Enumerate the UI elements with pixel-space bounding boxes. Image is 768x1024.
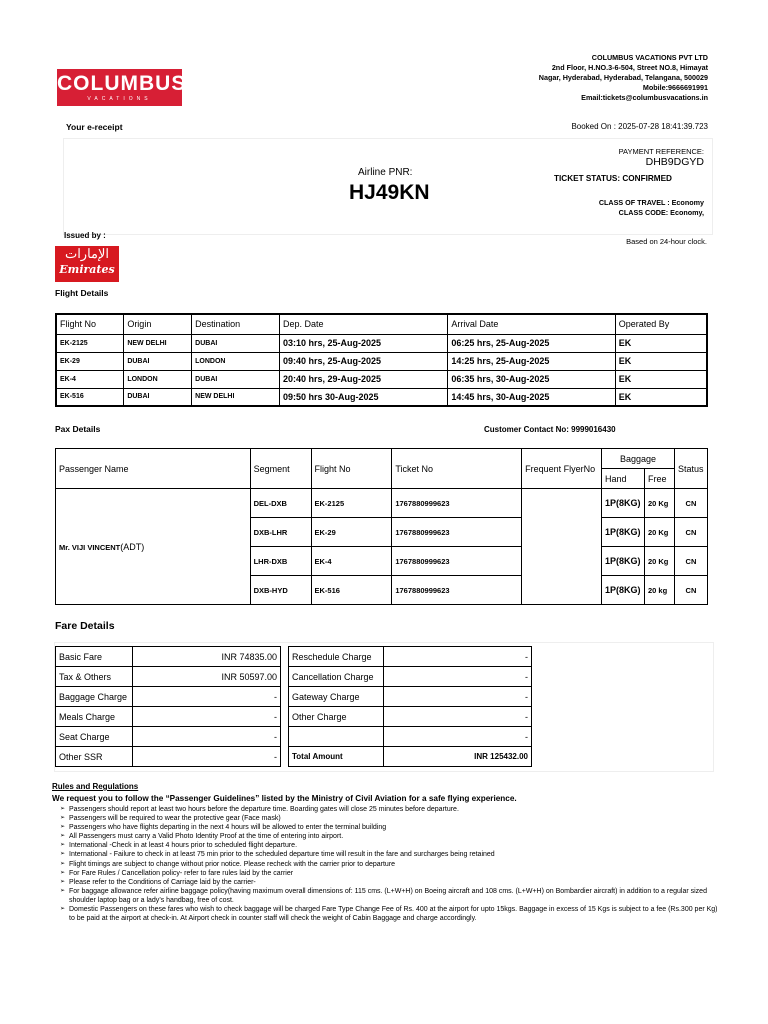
logo-text: COLUMBUS — [57, 72, 187, 95]
receipt-title: Your e-receipt — [66, 122, 123, 132]
flight-no: EK-29 — [311, 518, 392, 547]
company-email: Email:tickets@columbusvacations.in — [581, 93, 708, 102]
destination: LONDON — [192, 352, 280, 370]
fare-value: - — [383, 667, 531, 687]
status: CN — [674, 489, 707, 518]
ticket-no: 1767880999623 — [392, 518, 522, 547]
pnr-value: HJ49KN — [349, 181, 430, 204]
fare-label: Other Charge — [289, 707, 384, 727]
rules-title: Rules and Regulations — [52, 782, 139, 791]
rule-item: ➢ Passengers who have flights departing in the next 4 hours will be allowed to enter the terminal building — [60, 823, 720, 832]
operated-by: EK — [615, 388, 707, 406]
hand-baggage: 1P(8KG) — [601, 576, 644, 605]
pnr-label: Airline PNR: — [358, 167, 413, 178]
rule-item: ➢ Passengers should report at least two hours before the departure time. Boarding gates will close 25 minutes before departure. — [60, 805, 720, 814]
ticket-status: TICKET STATUS: CONFIRMED — [554, 174, 672, 183]
rule-item: ➢ Domestic Passengers on these fares who wish to check baggage will be charged Fare Type Change Fee of Rs. 400 at the airport for upto 15kgs. Baggage in excess of 15 Kgs is subject to a fee (Rs.300 per Kg) to be paid at the airport at check-in. At Airport check in counter staff will check the weight of Cabin Baggage and charge accordingly. — [60, 905, 720, 923]
col-header: Dep. Date — [279, 314, 447, 334]
passenger-type: (ADT) — [120, 541, 145, 552]
fare-details-title: Fare Details — [55, 620, 115, 632]
fare-value: - — [383, 727, 531, 747]
emirates-logo-text: Emirates — [59, 263, 115, 276]
total-amount: INR 125432.00 — [383, 747, 531, 767]
flight-no: EK-29 — [56, 352, 124, 370]
origin: DUBAI — [124, 388, 192, 406]
table-row — [56, 388, 707, 406]
fare-value: - — [132, 707, 280, 727]
fare-row — [289, 667, 532, 687]
company-address-line1: 2nd Floor, H.NO.3-6-504, Street NO.8, Himayat — [551, 63, 708, 72]
operated-by: EK — [615, 370, 707, 388]
col-header-baggage: Baggage — [601, 449, 674, 469]
frequent-flyer-no — [522, 489, 602, 605]
origin: DUBAI — [124, 352, 192, 370]
col-header-flight-no: Flight No — [311, 449, 392, 489]
col-header-passenger-name: Passenger Name — [56, 449, 251, 489]
table-row — [56, 352, 707, 370]
rules-intro: We request you to follow the “Passenger Guidelines” listed by the Ministry of Civil Aviation for a safe flying experience. — [52, 794, 517, 803]
dep-date: 09:40 hrs, 25-Aug-2025 — [279, 352, 447, 370]
col-header: Flight No — [56, 314, 124, 334]
emirates-logo — [55, 246, 119, 282]
fare-row — [289, 647, 532, 667]
company-name: COLUMBUS VACATIONS PVT LTD — [591, 53, 708, 62]
status: CN — [674, 518, 707, 547]
passenger-name: Mr. VIJI VINCENT — [59, 542, 121, 552]
destination: DUBAI — [192, 370, 280, 388]
rule-item: ➢ For Fare Rules / Cancellation policy- refer to fare rules laid by the carrier — [60, 869, 720, 878]
destination: DUBAI — [192, 334, 280, 352]
flight-no: EK-4 — [311, 547, 392, 576]
fare-table-left — [55, 646, 281, 767]
arr-date: 06:35 hrs, 30-Aug-2025 — [448, 370, 615, 388]
col-header-ticket-no: Ticket No — [392, 449, 522, 489]
col-header-ffn: Frequent FlyerNo — [522, 449, 602, 489]
fare-value: INR 50597.00 — [132, 667, 280, 687]
fare-label: Basic Fare — [56, 647, 133, 667]
class-of-travel: CLASS OF TRAVEL : Economy — [598, 198, 704, 207]
col-header-segment: Segment — [250, 449, 311, 489]
free-baggage: 20 Kg — [644, 518, 674, 547]
fare-row — [289, 727, 532, 747]
rule-item: ➢ All Passengers must carry a Valid Photo Identity Proof at the time of entering into airport. — [60, 832, 720, 841]
table-row — [56, 370, 707, 388]
table-row — [56, 489, 708, 518]
operated-by: EK — [615, 334, 707, 352]
fare-value: - — [383, 707, 531, 727]
fare-row — [56, 707, 281, 727]
ticket-no: 1767880999623 — [392, 576, 522, 605]
col-header: Arrival Date — [448, 314, 615, 334]
hand-baggage: 1P(8KG) — [601, 489, 644, 518]
fare-table-right — [288, 646, 532, 767]
col-header: Origin — [124, 314, 192, 334]
rule-item: ➢ For baggage allowance refer airline baggage policy(having maximum overall dimensions of: 115 cms. (L+W+H) on Boeing aircraft and 108 cms. (L+W+H) on Bombardier aircraft) in addition to a regular sized shoulder laptop bag or a lady’s handbag, free of cost. — [60, 887, 720, 905]
fare-row — [289, 707, 532, 727]
table-row — [56, 334, 707, 352]
flight-details-title: Flight Details — [55, 288, 109, 298]
free-baggage: 20 kg — [644, 576, 674, 605]
fare-row — [56, 667, 281, 687]
class-code: CLASS CODE: Economy, — [618, 208, 704, 217]
fare-label: Baggage Charge — [56, 687, 133, 707]
fare-value: INR 74835.00 — [132, 647, 280, 667]
fare-row — [56, 727, 281, 747]
flight-no: EK-516 — [311, 576, 392, 605]
fare-row — [56, 747, 281, 767]
fare-label: Reschedule Charge — [289, 647, 384, 667]
fare-row — [289, 687, 532, 707]
booked-on: Booked On : 2025-07-28 18:41:39.723 — [571, 122, 708, 131]
fare-row — [56, 647, 281, 667]
segment: DXB-HYD — [250, 576, 311, 605]
ticket-no: 1767880999623 — [392, 489, 522, 518]
company-address-line2: Nagar, Hyderabad, Hyderabad, Telangana, 500029 — [538, 73, 708, 82]
dep-date: 20:40 hrs, 29-Aug-2025 — [279, 370, 447, 388]
fare-value: - — [132, 727, 280, 747]
flight-no: EK-2125 — [56, 334, 124, 352]
segment: DXB-LHR — [250, 518, 311, 547]
destination: NEW DELHI — [192, 388, 280, 406]
fare-value: - — [383, 687, 531, 707]
free-baggage: 20 Kg — [644, 489, 674, 518]
fare-value: - — [132, 747, 280, 767]
col-header-hand: Hand — [601, 469, 644, 489]
payment-ref-label: PAYMENT REFERENCE: — [618, 147, 704, 156]
dep-date: 09:50 hrs 30-Aug-2025 — [279, 388, 447, 406]
company-address-block — [539, 53, 708, 103]
rule-item: ➢ International -Check in at least 4 hours prior to scheduled flight departure. — [60, 841, 720, 850]
col-header: Destination — [192, 314, 280, 334]
free-baggage: 20 Kg — [644, 547, 674, 576]
total-label: Total Amount — [289, 747, 384, 767]
fare-value: - — [132, 687, 280, 707]
segment: DEL-DXB — [250, 489, 311, 518]
fare-label — [289, 727, 384, 747]
flight-no: EK-516 — [56, 388, 124, 406]
table-header-row — [56, 449, 708, 469]
issued-by-label: Issued by : — [64, 231, 106, 240]
operated-by: EK — [615, 352, 707, 370]
rule-item: ➢ Flight timings are subject to change without prior notice. Please recheck with the carrier prior to departure — [60, 860, 720, 869]
fare-row — [56, 687, 281, 707]
pax-details-table — [55, 448, 708, 605]
arr-date: 06:25 hrs, 25-Aug-2025 — [448, 334, 615, 352]
fare-label: Meals Charge — [56, 707, 133, 727]
dep-date: 03:10 hrs, 25-Aug-2025 — [279, 334, 447, 352]
segment: LHR-DXB — [250, 547, 311, 576]
fare-label: Seat Charge — [56, 727, 133, 747]
pax-details-title: Pax Details — [55, 424, 101, 434]
columbus-logo — [57, 69, 187, 106]
flight-details-table — [55, 313, 708, 407]
fare-label: Gateway Charge — [289, 687, 384, 707]
col-header: Operated By — [615, 314, 707, 334]
flight-no: EK-4 — [56, 370, 124, 388]
col-header-free: Free — [644, 469, 674, 489]
ticket-no: 1767880999623 — [392, 547, 522, 576]
payment-ref: DHB9DGYD — [645, 156, 704, 168]
passenger-name-cell — [56, 489, 251, 605]
emirates-arabic-mark: ﺍﻹﻣﺎﺭﺍﺕ — [64, 247, 110, 262]
origin: NEW DELHI — [124, 334, 192, 352]
fare-row — [289, 747, 532, 767]
customer-contact: Customer Contact No: 9999016430 — [484, 425, 616, 434]
arr-date: 14:25 hrs, 25-Aug-2025 — [448, 352, 615, 370]
rule-item: ➢ Passengers will be required to wear the protective gear (Face mask) — [60, 814, 720, 823]
rule-item: ➢ International - Failure to check in at least 75 min prior to the scheduled departure time will result in the fare and surcharges being retained — [60, 850, 720, 859]
fare-value: - — [383, 647, 531, 667]
logo-subtext: VACATIONS — [87, 96, 152, 102]
rules-list — [60, 805, 720, 923]
flight-no: EK-2125 — [311, 489, 392, 518]
fare-label: Other SSR — [56, 747, 133, 767]
fare-label: Tax & Others — [56, 667, 133, 687]
status: CN — [674, 547, 707, 576]
origin: LONDON — [124, 370, 192, 388]
company-mobile: Mobile:9666691991 — [642, 83, 708, 92]
rule-item: ➢ Please refer to the Conditions of Carriage laid by the carrier- — [60, 878, 720, 887]
col-header-status: Status — [674, 449, 707, 489]
hand-baggage: 1P(8KG) — [601, 518, 644, 547]
arr-date: 14:45 hrs, 30-Aug-2025 — [448, 388, 615, 406]
status: CN — [674, 576, 707, 605]
table-header-row — [56, 314, 707, 334]
hand-baggage: 1P(8KG) — [601, 547, 644, 576]
fare-label: Cancellation Charge — [289, 667, 384, 687]
clock-note: Based on 24-hour clock. — [626, 237, 707, 246]
